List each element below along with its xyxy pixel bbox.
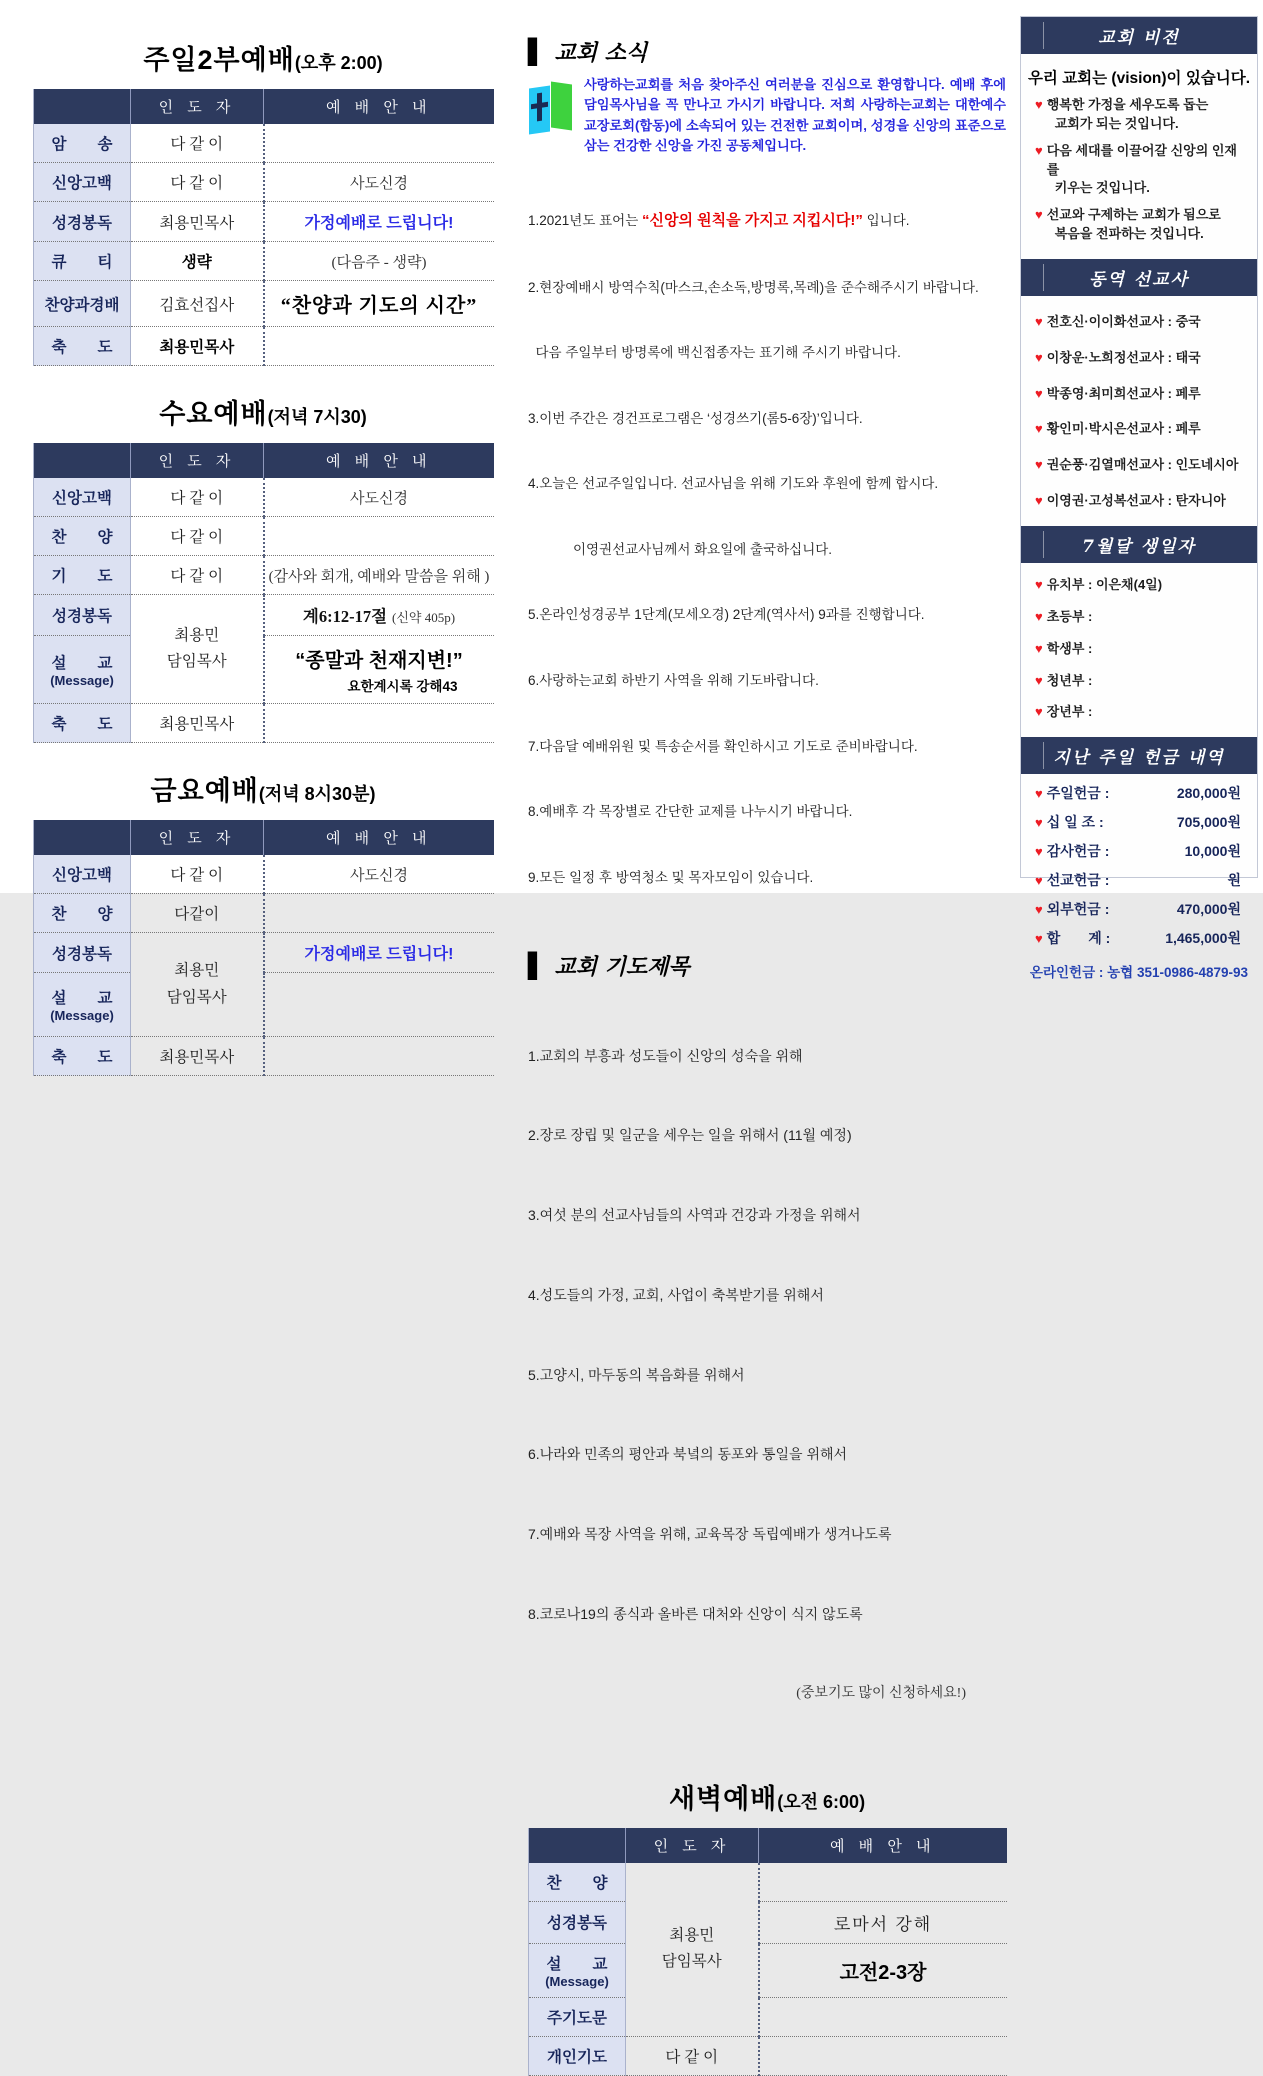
birthday-item — [1035, 640, 1247, 659]
service-time: (오전 6:00) — [777, 1791, 866, 1812]
news-item: 2.현장예배시 방역수칙(마스크,손소독,방명록,목례)을 준수해주시기 바랍니다. — [528, 279, 979, 295]
offering-row — [1035, 841, 1241, 861]
church-news-heading-text: 교회 소식 — [554, 40, 648, 66]
leader-cell: 다 같 이 — [131, 478, 264, 517]
prayer-list — [528, 989, 1006, 1760]
online-offering-account: 온라인헌금 : 농협 351-0986-4879-93 — [1029, 965, 1249, 981]
vision-line: 행복한 가정을 세우도록 돕는 — [1046, 97, 1209, 112]
friday-service-title — [33, 769, 493, 808]
pastor-role: 담임목사 — [166, 653, 227, 670]
birthday-item — [1035, 608, 1247, 627]
friday-service-table — [33, 820, 494, 1076]
info-cell — [759, 1943, 1007, 1997]
row-label: 개인기도 — [529, 2036, 626, 2075]
offering-label: 주일헌금 : — [1046, 785, 1110, 802]
vision-item — [1035, 96, 1247, 134]
table-row — [34, 202, 494, 242]
romans-lecture: 로마서 강해 — [833, 1914, 933, 1934]
welcome-paragraph: 사랑하는교회를 처음 찾아주신 여러분을 진심으로 환영합니다. 예배 후에 담임목사님을 꼭 만나고 가시기 바랍니다. 저희 사랑하는교회는 대한예수교장로회(합동)에 소속되어 있는 건전한 교회이며, 성경을 신앙의 표준으로 삼는 건강한 신앙을 가진 공동체입니다. — [584, 77, 1006, 154]
pastor-role: 담임목사 — [166, 988, 227, 1006]
row-label: 성경봉독 — [34, 595, 131, 636]
heart-icon: ♥ — [1035, 493, 1043, 509]
dawn-service-table — [528, 1828, 1007, 2076]
info-cell — [264, 636, 494, 704]
vision-lead: 우리 교회는 (vision)이 있습니다. — [1027, 70, 1251, 87]
leader-cell: 다 같 이 — [131, 855, 264, 894]
offering-label: 선교헌금 : — [1046, 872, 1110, 889]
heart-icon: ♥ — [1035, 704, 1043, 720]
table-row — [34, 1037, 494, 1076]
row-label: 신앙고백 — [34, 163, 131, 202]
row-label-text: 설 교 — [51, 990, 113, 1007]
prayer-item: 5.고양시, 마두동의 복음화를 위해서 — [528, 1366, 745, 1383]
dawn-service-title — [528, 1777, 1006, 1816]
left-column — [33, 38, 493, 1076]
offering-amount: 280,000원 — [1176, 785, 1241, 802]
vision-line: 키우는 것입니다. — [1054, 180, 1150, 196]
row-label: 찬 양 — [34, 894, 131, 933]
table-header-row — [529, 1828, 1007, 1863]
sermon-title: “종말과 천재지변!” — [295, 650, 463, 672]
row-label — [34, 636, 131, 704]
row-label-text: 설 교 — [546, 1955, 608, 1973]
center-column — [528, 36, 1006, 2076]
leader-cell: 최용민목사 — [131, 202, 264, 242]
prayer-item: 6.나라와 민족의 평안과 북녘의 동포와 통일을 위해서 — [528, 1446, 848, 1463]
corner-cell — [34, 443, 131, 478]
table-row — [34, 894, 494, 933]
offering-amount: 원 — [1227, 872, 1241, 889]
intercession-note: (중보기도 많이 신청하세요!) — [796, 1685, 966, 1701]
info-cell — [264, 1037, 494, 1076]
pastor-name: 최용민 — [174, 626, 220, 644]
service-time: (저녁 7시30) — [267, 407, 367, 427]
wednesday-service-table — [33, 443, 494, 743]
sidebar — [1020, 16, 1258, 981]
vision-item — [1035, 206, 1247, 244]
info-cell — [264, 595, 494, 636]
news-item: 9.모든 일정 후 방역청소 및 목자모임이 있습니다. — [528, 869, 814, 885]
offering-row — [1035, 928, 1241, 948]
offering-label: 십 일 조 : — [1046, 814, 1104, 831]
table-row — [34, 478, 494, 517]
table-header-row — [34, 89, 494, 124]
leader-cell: 최용민목사 — [131, 704, 264, 743]
table-row — [34, 163, 494, 202]
prayer-item: 8.코로나19의 종식과 올바른 대처와 신앙이 식지 않도록 — [528, 1605, 863, 1622]
info-column-header: 예 배 안 내 — [264, 89, 494, 124]
vision-line: 교회가 되는 것입니다. — [1054, 115, 1179, 131]
row-label: 암 송 — [34, 124, 131, 163]
info-column-header: 예 배 안 내 — [264, 443, 494, 478]
prayer-item: 2.장로 장립 및 일군을 세우는 일을 위해서 (11월 예정) — [528, 1127, 852, 1144]
senior-pastor-cell — [626, 1863, 759, 2037]
heart-icon: ♥ — [1035, 97, 1043, 112]
row-label: 성경봉독 — [34, 202, 131, 242]
info-cell — [264, 281, 494, 327]
info-cell — [264, 517, 494, 556]
heart-icon: ♥ — [1035, 608, 1043, 624]
news-item: 3.이번 주간은 경건프로그램은 ‘성경쓰기(롬5-6장)’입니다. — [528, 410, 863, 426]
missionary-item — [1035, 420, 1247, 439]
table-row — [529, 1901, 1007, 1943]
offering-amount: 705,000원 — [1176, 814, 1241, 831]
service-name: 주일2부예배 — [143, 45, 295, 75]
row-label: 찬 양 — [34, 517, 131, 556]
missionary-item — [1035, 385, 1247, 404]
cross-icon — [528, 79, 574, 137]
news-item: 다음 주일부터 방명록에 백신접종자는 표기해 주시기 바랍니다. — [528, 345, 901, 361]
missionary-item — [1035, 313, 1247, 332]
corner-cell — [34, 89, 131, 124]
row-label: 찬양과경배 — [34, 281, 131, 327]
missionary-text: 황인미·박시은선교사 : 페루 — [1046, 421, 1201, 437]
heart-icon: ♥ — [1035, 313, 1043, 329]
heart-icon: ♥ — [1035, 142, 1043, 158]
leader-cell: 다 같 이 — [131, 517, 264, 556]
birthday-item — [1035, 576, 1247, 595]
offering-row — [1035, 812, 1241, 832]
service-name: 수요예배 — [159, 399, 268, 429]
prayer-item: 7.예배와 목장 사역을 위해, 교육목장 독립예배가 생겨나도록 — [528, 1526, 892, 1543]
info-cell — [759, 1997, 1007, 2036]
birthdays-heading: 7월달 생일자 — [1021, 526, 1257, 563]
table-row — [34, 973, 494, 1037]
info-cell: 사도신경 — [264, 855, 494, 894]
news-list — [528, 165, 1006, 933]
leader-cell: 최용민목사 — [131, 1037, 264, 1076]
row-label: 주기도문 — [529, 1997, 626, 2036]
row-label: 찬 양 — [529, 1863, 626, 1902]
info-cell — [264, 327, 494, 366]
pastor-name: 최용민 — [669, 1926, 715, 1944]
corner-cell — [529, 1828, 626, 1863]
news-item: 8.예배후 각 목장별로 간단한 교제를 나누시기 바랍니다. — [528, 804, 853, 820]
news-item-text: 1.2021년도 표어는 — [528, 212, 642, 228]
offering-label: 외부헌금 : — [1046, 901, 1110, 918]
home-worship-notice: 가정예배로 드립니다! — [304, 215, 454, 232]
offering-label: 감사헌금 : — [1046, 843, 1110, 860]
news-item: 이영권선교사님께서 화요일에 출국하십니다. — [528, 541, 833, 557]
heart-icon: ♥ — [1035, 872, 1043, 888]
leader-column-header: 인 도 자 — [626, 1828, 759, 1863]
row-label: 축 도 — [34, 704, 131, 743]
info-cell — [264, 894, 494, 933]
sermon-passage: 고전2-3장 — [839, 1961, 927, 1984]
wednesday-service-title — [33, 392, 493, 431]
scripture-page: (신약 405p) — [392, 610, 456, 625]
row-label: 큐 티 — [34, 242, 131, 281]
info-cell — [264, 202, 494, 242]
info-cell: 사도신경 — [264, 478, 494, 517]
sermon-series: 요한계시록 강해43 — [347, 679, 458, 694]
row-label: 신앙고백 — [34, 478, 131, 517]
info-cell: 사도신경 — [264, 163, 494, 202]
info-cell: (감사와 회개, 예배와 말씀을 위해 ) — [264, 556, 494, 595]
vision-line: 선교와 구제하는 교회가 됨으로 — [1046, 207, 1221, 223]
info-column-header: 예 배 안 내 — [759, 1828, 1007, 1863]
info-cell — [264, 124, 494, 163]
leader-cell: 최용민목사 — [131, 327, 264, 366]
news-item: 4.오늘은 선교주일입니다. 선교사님을 위해 기도와 후원에 함께 합시다. — [528, 476, 939, 492]
row-label: 축 도 — [34, 1037, 131, 1076]
leader-cell: 다 같 이 — [131, 556, 264, 595]
sunday-service-title — [33, 38, 493, 77]
block-icon: ▌ — [528, 36, 547, 66]
leader-column-header: 인 도 자 — [131, 443, 264, 478]
table-row — [34, 124, 494, 163]
corner-cell — [34, 820, 131, 855]
row-label: 성경봉독 — [529, 1901, 626, 1943]
table-row — [34, 242, 494, 281]
row-label-sub: (Message) — [50, 673, 114, 688]
heart-icon: ♥ — [1035, 385, 1043, 401]
info-cell — [759, 2036, 1007, 2075]
info-cell — [264, 973, 494, 1037]
vision-heading: 교회 비전 — [1021, 17, 1257, 54]
table-row — [34, 855, 494, 894]
table-row — [34, 636, 494, 704]
missionary-item — [1035, 492, 1247, 511]
heart-icon: ♥ — [1035, 785, 1043, 801]
heart-icon: ♥ — [1035, 640, 1043, 656]
leader-cell: 생략 — [131, 242, 264, 281]
heart-icon: ♥ — [1035, 930, 1043, 946]
heart-icon: ♥ — [1035, 207, 1043, 223]
prayer-heading-text: 교회 기도제목 — [554, 954, 690, 981]
missionary-item — [1035, 349, 1247, 368]
pastor-name: 최용민 — [174, 962, 220, 980]
heart-icon: ♥ — [1035, 843, 1043, 859]
info-cell: (다음주 - 생략) — [264, 242, 494, 281]
row-label-sub: (Message) — [545, 1973, 609, 1989]
birthday-item — [1035, 672, 1247, 691]
table-row — [34, 933, 494, 973]
offering-row — [1035, 783, 1241, 803]
offering-amount: 470,000원 — [1176, 901, 1241, 918]
heart-icon: ♥ — [1035, 672, 1043, 688]
leader-column-header: 인 도 자 — [131, 89, 264, 124]
scripture-reference: 계6:12-17절 — [302, 607, 388, 626]
vision-line: 다음 세대를 이끌어갈 신앙의 인재를 — [1046, 142, 1237, 177]
table-row — [529, 1863, 1007, 1902]
table-row — [34, 556, 494, 595]
info-cell — [264, 933, 494, 973]
block-icon: ▌ — [528, 950, 547, 980]
service-name: 새벽예배 — [668, 1783, 778, 1814]
row-label-text: 설 교 — [51, 655, 113, 672]
leader-cell: 다 같 이 — [131, 124, 264, 163]
yearly-motto: “신앙의 원칙을 가지고 지킵시다!” — [642, 211, 863, 229]
birthday-text: 유치부 : 이은채(4일) — [1046, 576, 1163, 592]
heart-icon: ♥ — [1035, 457, 1043, 473]
missionary-text: 전호신·이이화선교사 : 중국 — [1046, 313, 1201, 329]
info-cell — [759, 1863, 1007, 1902]
heart-icon: ♥ — [1035, 349, 1043, 365]
leader-cell: 다 같 이 — [626, 2036, 759, 2075]
info-column-header: 예 배 안 내 — [264, 820, 494, 855]
table-row — [34, 281, 494, 327]
prayer-item: 3.여섯 분의 선교사님들의 사역과 건강과 가정을 위해서 — [528, 1207, 861, 1224]
welcome-block — [528, 75, 1006, 157]
praise-time-quote: “찬양과 기도의 시간” — [280, 295, 478, 317]
prayer-item: 4.성도들의 가정, 교회, 사업이 축복받기를 위해서 — [528, 1286, 824, 1303]
news-item-text: 입니다. — [862, 212, 910, 228]
missionary-text: 이영권·고성복선교사 : 탄자니아 — [1046, 493, 1226, 509]
birthday-item — [1035, 703, 1247, 722]
sunday-service-table — [33, 89, 494, 366]
row-label — [34, 973, 131, 1037]
missionary-text: 권순풍·김열매선교사 : 인도네시아 — [1046, 457, 1239, 473]
table-header-row — [34, 820, 494, 855]
news-item — [528, 209, 1006, 233]
offering-row — [1035, 899, 1241, 919]
heart-icon: ♥ — [1035, 901, 1043, 917]
info-cell — [264, 704, 494, 743]
table-row — [529, 2036, 1007, 2075]
table-row — [34, 704, 494, 743]
info-cell — [759, 1901, 1007, 1943]
missionary-text: 이창운·노희정선교사 : 태국 — [1046, 349, 1201, 365]
birthday-text: 초등부 : — [1046, 608, 1093, 624]
news-item: 7.다음달 예배위원 및 특송순서를 확인하시고 기도로 준비바랍니다. — [528, 738, 918, 754]
missionary-text: 박종영·최미희선교사 : 페루 — [1046, 385, 1201, 401]
table-row — [529, 1943, 1007, 1997]
table-row — [34, 517, 494, 556]
row-label: 축 도 — [34, 327, 131, 366]
table-row — [529, 1997, 1007, 2036]
birthday-text: 학생부 : — [1046, 640, 1093, 656]
prayer-item: 1.교회의 부흥과 성도들이 신앙의 성숙을 위해 — [528, 1047, 803, 1064]
leader-cell: 김효선집사 — [131, 281, 264, 327]
leader-cell: 다 같 이 — [131, 163, 264, 202]
news-item: 5.온라인성경공부 1단계(모세오경) 2단계(역사서) 9과를 진행합니다. — [528, 607, 925, 623]
prayer-heading — [528, 950, 1006, 981]
vision-line: 복음을 전파하는 것입니다. — [1054, 226, 1204, 242]
row-label — [529, 1943, 626, 1997]
senior-pastor-cell — [131, 595, 264, 704]
row-label: 성경봉독 — [34, 933, 131, 973]
offering-amount: 10,000원 — [1184, 843, 1241, 860]
church-news-heading — [528, 36, 1006, 67]
service-name: 금요예배 — [150, 776, 259, 806]
pastor-role: 담임목사 — [661, 1953, 722, 1971]
offering-row — [1035, 870, 1241, 890]
service-time: (오후 2:00) — [294, 53, 383, 73]
table-row — [34, 327, 494, 366]
heart-icon: ♥ — [1035, 576, 1043, 592]
table-row — [34, 595, 494, 636]
table-header-row — [34, 443, 494, 478]
row-label: 신앙고백 — [34, 855, 131, 894]
leader-column-header: 인 도 자 — [131, 820, 264, 855]
offering-label: 합 계 : — [1046, 930, 1111, 947]
home-worship-notice: 가정예배로 드립니다! — [304, 946, 454, 963]
offering-amount: 1,465,000원 — [1165, 930, 1241, 947]
news-item: 6.사랑하는교회 하반기 사역을 위해 기도바랍니다. — [528, 673, 819, 689]
birthday-text: 장년부 : — [1046, 704, 1093, 720]
offering-heading: 지난 주일 헌금 내역 — [1021, 737, 1257, 774]
senior-pastor-cell — [131, 933, 264, 1037]
birthday-text: 청년부 : — [1046, 672, 1093, 688]
heart-icon: ♥ — [1035, 814, 1043, 830]
heart-icon: ♥ — [1035, 421, 1043, 437]
row-label-sub: (Message) — [50, 1008, 114, 1023]
service-time: (저녁 8시30분) — [258, 784, 376, 804]
missionary-item — [1035, 456, 1247, 475]
vision-item — [1035, 142, 1247, 199]
row-label: 기 도 — [34, 556, 131, 595]
missionaries-heading: 동역 선교사 — [1021, 259, 1257, 296]
leader-cell: 다같이 — [131, 894, 264, 933]
